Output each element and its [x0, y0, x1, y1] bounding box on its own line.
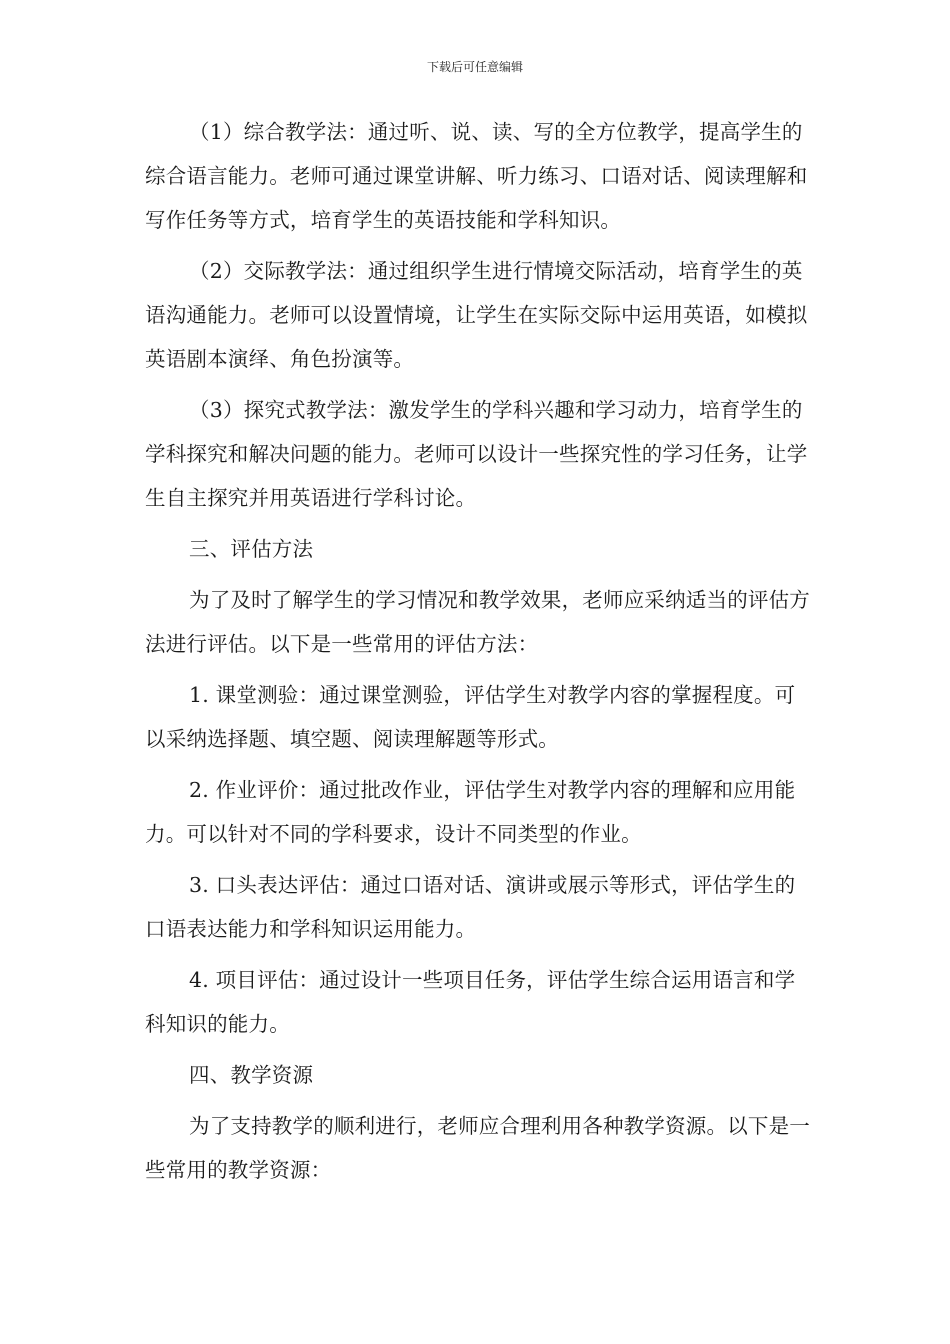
paragraph-evaluation-intro: 为了及时了解学生的学习情况和教学效果，老师应采纳适当的评估方法进行评估。以下是一些常用的评估方法： — [145, 588, 810, 656]
paragraph-communicative-method: （2）交际教学法：通过组织学生进行情境交际活动，培育学生的英语沟通能力。老师可以设置情境，让学生在实际交际中运用英语，如模拟英语剧本演绎、角色扮演等。 — [145, 259, 808, 371]
section-heading-evaluation: 三、评估方法 — [189, 537, 314, 561]
paragraph-comprehensive-method: （1）综合教学法：通过听、说、读、写的全方位教学，提高学生的综合语言能力。老师可通过课堂讲解、听力练习、口语对话、阅读理解和写作任务等方式，培育学生的英语技能和学科知识。 — [145, 120, 808, 232]
section-heading-resources: 四、教学资源 — [189, 1063, 314, 1087]
list-item-classroom-test: 1. 课堂测验：通过课堂测验，评估学生对教学内容的掌握程度。可以采纳选择题、填空题、阅读理解题等形式。 — [145, 683, 796, 751]
paragraph-inquiry-method: （3）探究式教学法：激发学生的学科兴趣和学习动力，培育学生的学科探究和解决问题的能力。老师可以设计一些探究性的学习任务，让学生自主探究并用英语进行学科讨论。 — [145, 398, 808, 510]
page-header: 下载后可任意编辑 — [426, 60, 523, 74]
document-body — [145, 110, 810, 1192]
paragraph-resources-intro: 为了支持教学的顺利进行，老师应合理利用各种教学资源。以下是一些常用的教学资源： — [145, 1114, 810, 1182]
list-item-homework-evaluation: 2. 作业评价：通过批改作业，评估学生对教学内容的理解和应用能力。可以针对不同的学科要求，设计不同类型的作业。 — [145, 778, 796, 846]
list-item-oral-assessment: 3. 口头表达评估：通过口语对话、演讲或展示等形式，评估学生的口语表达能力和学科知识运用能力。 — [145, 873, 796, 941]
list-item-project-assessment: 4. 项目评估：通过设计一些项目任务，评估学生综合运用语言和学科知识的能力。 — [145, 968, 796, 1036]
